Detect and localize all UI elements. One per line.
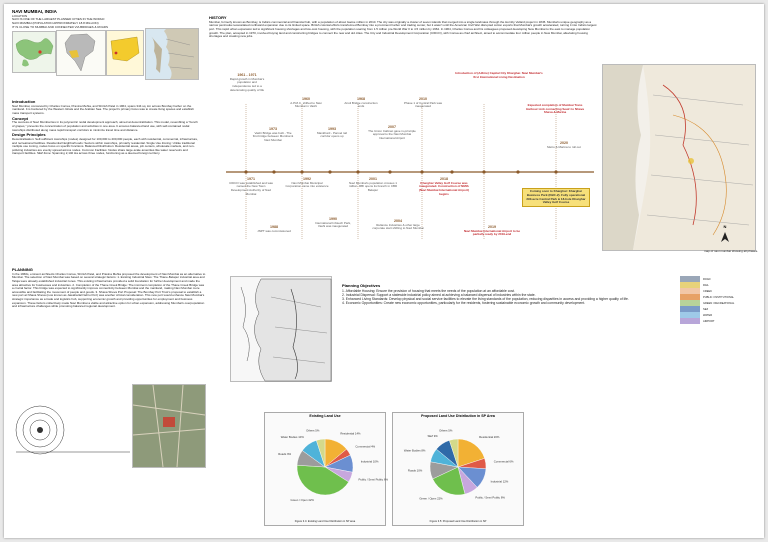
existing-land-use-pie (265, 419, 389, 515)
pie-label: SEZ 9% (427, 433, 438, 438)
world-map-graphic (13, 32, 55, 72)
pie-label: Commercial 6% (493, 459, 514, 464)
legend-label: WATER (703, 313, 713, 317)
objective-item: 4. Economic Opportunities: Create new economic opportunities, particularly for the residents, fostering sustainable economic growth and community development. (342, 301, 586, 306)
concept-heading: Concept (12, 115, 28, 121)
state-map-graphic (107, 31, 143, 75)
timeline-event-bottom (416, 178, 472, 197)
timeline-text: Airoli Bridge construction ends (344, 100, 378, 109)
chart-title: Proposed Land Use Distribution in SP Area (421, 414, 495, 418)
north-label: N (723, 224, 727, 229)
timeline-year: 2019 (488, 225, 496, 229)
left-text-column (12, 100, 200, 156)
timeline-event-top (286, 98, 326, 109)
india-map-graphic (57, 31, 105, 75)
timeline-year: 2018 (440, 177, 448, 181)
timeline-text: JNPT was commissioned (257, 228, 291, 233)
history-block (209, 16, 599, 39)
legend-label: CREEK (703, 289, 712, 293)
pie-label: Residential 20% (479, 434, 500, 439)
introduction-text: Navi Mumbai, conceived by Charles Correa, Pravina Mehta, and Shirish Patel in 1964, spans 344 sq. km across Bombay harbor on the mainland. It is bordered by the Western Ghats and the Arabian Sea. The project's primary focus was to create living spaces and establish mass transport systems. (12, 103, 194, 115)
legend-label: PUBLIC / INSTITUTIONAL (703, 295, 734, 299)
objective-item: 1. Affordable Housing: Ensure the provision of housing that meets the needs of the population at an affordable cost. (342, 288, 515, 293)
timeline-year: 2001 (369, 177, 377, 181)
planning-objectives (342, 284, 658, 305)
pie-label: Roads 10% (407, 468, 423, 473)
timeline-event-bottom (228, 178, 274, 197)
legend-label: GREEN / RECREATIONAL (703, 301, 735, 305)
timeline-event-bottom (312, 218, 354, 229)
design-principles-heading: Design Principles (12, 132, 46, 138)
timeline-year: 1960 (302, 97, 310, 101)
header-line: LOCATION (12, 13, 28, 18)
introduction-heading: Introduction (12, 99, 36, 104)
timeline-text: Metro & Marina to roll out (547, 144, 581, 149)
timeline (226, 64, 594, 262)
aerial-photo-graphic (133, 385, 205, 467)
legend-swatch (680, 318, 700, 324)
mumbai-region-map (145, 28, 199, 80)
chart-caption: Figure 3.4: Existing Land Use Distribution in SP area (294, 520, 356, 524)
timeline-event-top (402, 98, 444, 109)
history-heading: HISTORY (209, 15, 227, 20)
objectives-heading: Planning Objectives (342, 283, 381, 288)
maharashtra-map (106, 30, 144, 76)
timeline-event-top (368, 126, 416, 141)
pie-label: Public / Semi Public 8% (475, 495, 505, 500)
timeline-text: CIDCO was established and was named the New Town Development Authority of Navi Mumbai (229, 180, 273, 196)
pie-label: Commercial 4% (355, 444, 376, 449)
legend-label: RAIL (703, 283, 709, 287)
chart-caption: Figure 3.5: Proposed Land Use Distribution in SP (429, 520, 487, 524)
timeline-year: 2010 (419, 97, 427, 101)
timeline-text: Rapid growth in Mumbai's population and independence led to a deteriorating quality of life (229, 76, 265, 92)
world-map (12, 31, 56, 73)
history-text: Mumbai, formerly known as Bombay, is India's commercial and financial hub, with a population of about twelve million in 2010. The city was originally a cluster of seven islands that merged into a single landmass through the Hornby Vellard project in 1845. Mumbai's unique geography as a narrow peninsula necessitated northward expansion due to its limited space. British colonial efforts transformed Bombay into a prominent harbor and trading center, but it wasn't until the American Civil War disrupted cotton exports that Mumbai's growth accelerated, turning it into India's largest port. This rapid urban expansion led to significant housing shortages and low-cost housing, with the population soaring from 1.5 million pre-World War II to 4.5 million by 1964. In 1964, Charles Correa and his colleagues proposed developing New Mumbai to the east to manage population growth. The plan, accepted in 1970, involved buying land and constructing bridges to connect the new and old cities. The City and Industrial Development Corporation (CIDCO), with Correa as chief architect, aimed to accommodate four million people in New Mumbai, alleviating housing shortages and creating new jobs. (209, 19, 597, 39)
legend-label: AIRPORT (703, 319, 715, 323)
timeline-year: 1990 (329, 217, 337, 221)
timeline-event-bottom (254, 226, 294, 233)
pie-label: Public / Semi Public 6% (358, 476, 389, 481)
legend (680, 276, 758, 324)
header-line: NAVI IS ONE OF THE LARGEST PLANNED CITIES IN THE WORLD (12, 17, 105, 22)
timeline-year: 2007 (388, 125, 396, 129)
timeline-text: Reliance Industries & other large corporate start shifting to Navi Mumbai (372, 222, 424, 231)
timeline-event-top (228, 74, 266, 93)
phases-map-graphic (603, 65, 755, 250)
legend-label: ROAD (703, 277, 711, 281)
timeline-event-bottom (346, 178, 400, 193)
concentric-diagram-graphic (14, 402, 132, 460)
concentric-diagram (14, 402, 132, 460)
timeline-text: Navi Mumbai's population crosses 1 million. RBI opens its branch in CBD Belapur (348, 180, 398, 193)
timeline-text: International Infotech Park, Vashi was inaugurated (315, 220, 351, 229)
objective-item: 3. Enhanced Living Standards: Develop physical and social service facilities to elevate the living standards of the population, reducing disparities in access and providing a higher quality of life. (342, 296, 629, 301)
phases-map (602, 64, 756, 251)
proposed-land-use-pie (393, 419, 523, 515)
planning-text: In the 1960s, eminent architects Charles Correa, Shirish Patel, and Pravina Mehta proposed the development of Navi Mumbai as an alternative to Mumbai. The selection of Navi Mumbai was based on several strategic factors: 1. Existing Industrial Sites: The Thane-Belapur industrial area and Taloja were already established industrial zones. This existing infrastructure provided a solid foundation for further development and made the area attractive for businesses and industries. 2. Completion of the Thane Creek Bridge: The imminent completion of the Thane Creek Bridge was a crucial factor. This bridge was expected to significantly improve connectivity between Mumbai and the mainland, making Navi Mumbai more accessible and facilitating the movement of people and goods. 3. Nhava Sheva Port Proposal: The Bombay Port Trust's proposal to establish a new port at Nhava Sheva (now known as Jawaharlal Nehru Port) was another critical consideration. This new port would enhance Navi Mumbai's strategic importance as a trade and logistics hub, supporting economic growth and providing opportunities for employment and business expansion. These factors collectively made Navi Mumbai a viable and attractive option for urban expansion, addressing Mumbai's overpopulation and infrastructure challenges while promoting balanced regional development. (12, 271, 206, 309)
concept-text: The success of Navi Mumbai lies in its polycentric nodal development approach, aimed at decentralization. This model, resembling a "bunch of grapes," prevents the concentration of population and activities in one area. It ensures balanced land use, with self-contained nodal townships distributed along mass rapid transport corridors to minimize travel time and distance. (12, 120, 198, 132)
timeline-text: Navi Mumbai International Airport to be partially ready by 2019-end (463, 228, 521, 237)
timeline-year: 2004 (394, 219, 402, 223)
timeline-year: 1968 (357, 97, 365, 101)
timeline-year: 1993 (328, 127, 336, 131)
left-header (12, 10, 202, 29)
objective-item: 2. Industrial Dispersal: Support a statewide industrial policy aimed at achieving a balanced dispersal of industries within the state. (342, 292, 536, 297)
timeline-text: A.P.M.C. shifted to Navi Mumbai in Vashi (290, 100, 322, 109)
timeline-event-top (544, 142, 584, 149)
timeline-year: 2020 (560, 141, 568, 145)
timeline-highlight-kharghar: Introduction of (Adhire) Capital City Kharghar. Navi Mumbai's first International Living Destination (455, 71, 543, 79)
timeline-event-top (252, 128, 294, 143)
timeline-text: Navi Mumbai Municipal Corporation came into existence (285, 180, 329, 189)
timeline-event-bottom (284, 178, 330, 189)
pie-label: Green / Open 22% (419, 496, 443, 501)
phases-map-caption: map of navi mumbai showing all phases. (704, 249, 759, 253)
design-principles-text: Decentralisation: Self-sufficient townships (nodes) designed for 100,000 to 200,000 people, each with residential, commercial, infrastructure, and recreational facilities. Residential Neighborhoods: Sectors within townships, primarily residential. Single Use Zoning: Unlike traditional multiple use zoning, nodes focus on specific functions. Balanced Distribution: Residential areas, job centers, wholesale markets, and non-polluting industries are evenly spread across nodes. Common Facilities: Nodes share large-scale amenities like water reservoirs and transport facilities. SEZ Zone: Spanning 2,140 Ha across three nodes, functioning as a deemed foreign territory. (12, 136, 199, 156)
timeline-text: The Union Cabinet gave in-principle approval to the Navi Mumbai International Airport (368, 128, 416, 141)
regional-bw-map-graphic (231, 277, 331, 381)
timeline-text: Phase 1 of Central Park was inaugurated (403, 100, 443, 109)
timeline-highlight-mthl: Expected completion of Mumbai Trans Harbour Link connecting Sewri to Nhava Sheva & Marina (526, 103, 584, 115)
poster-sheet (4, 4, 764, 538)
pie-label: Green / Open 42% (290, 497, 314, 502)
header-line: IT IS CLOSE TO MUMBAI AND CONNECTED VIA BRIDGES & ROADS (12, 24, 109, 29)
poster-title: NAVI MUMBAI, INDIA (12, 9, 57, 14)
timeline-year: 1971 (247, 177, 255, 181)
timeline-event-bottom (462, 226, 522, 237)
north-arrow-glyph (720, 232, 730, 242)
timeline-year: 1992 (303, 177, 311, 181)
header-line: NAVI MUMBAI (POPULATION APPROXIMATELY 18.8 MILLION) (12, 20, 99, 25)
timeline-year: 1988 (270, 225, 278, 229)
timeline-text: Kharghar Valley Golf Course was inaugurated. Construction of NMIA (Navi Mumbai International Airport) begins (418, 180, 470, 196)
timeline-year: 1961 - 1971 (237, 73, 257, 77)
coming-soon-box: Coming soon to Kharghar: Kharghar Business Park (KBC-2). Fully operational 290-acre Central Park & 18-hole Kharghar Valley Golf Course (522, 188, 590, 207)
india-map (56, 30, 106, 76)
timeline-text: Mankhurd - Panvel rail corridor opens up (316, 130, 347, 139)
legend-label: SEZ (703, 307, 709, 311)
pie-label: Others 5% (439, 428, 453, 433)
pie-label: Industrial 10% (360, 459, 379, 464)
regional-bw-map (230, 276, 332, 382)
timeline-text: Vashi Bridge was built - The first bridge between Mumbai & Navi Mumbai (252, 130, 294, 143)
proposed-land-use-chart (392, 412, 524, 526)
timeline-event-top (342, 98, 380, 109)
pie-label: Residential 14% (340, 431, 361, 436)
planning-heading: PLANNING (12, 267, 33, 272)
pie-label: Roads 9% (278, 451, 292, 456)
pie-label: Water Bodies 8% (403, 448, 426, 453)
legend-item (680, 318, 758, 324)
north-arrow-icon (718, 224, 732, 240)
chart-title: Existing Land Use (309, 414, 341, 418)
existing-land-use-chart (264, 412, 389, 526)
timeline-year: 1973 (269, 127, 277, 131)
timeline-event-bottom (372, 220, 424, 231)
aerial-photo (132, 384, 206, 468)
pie-label: Industrial 12% (490, 478, 509, 483)
region-map-graphic (146, 29, 198, 79)
pie-label: Water Bodies 10% (280, 434, 304, 439)
timeline-event-top (312, 128, 352, 139)
pie-label: Others 5% (306, 428, 320, 433)
planning-block (12, 268, 206, 309)
